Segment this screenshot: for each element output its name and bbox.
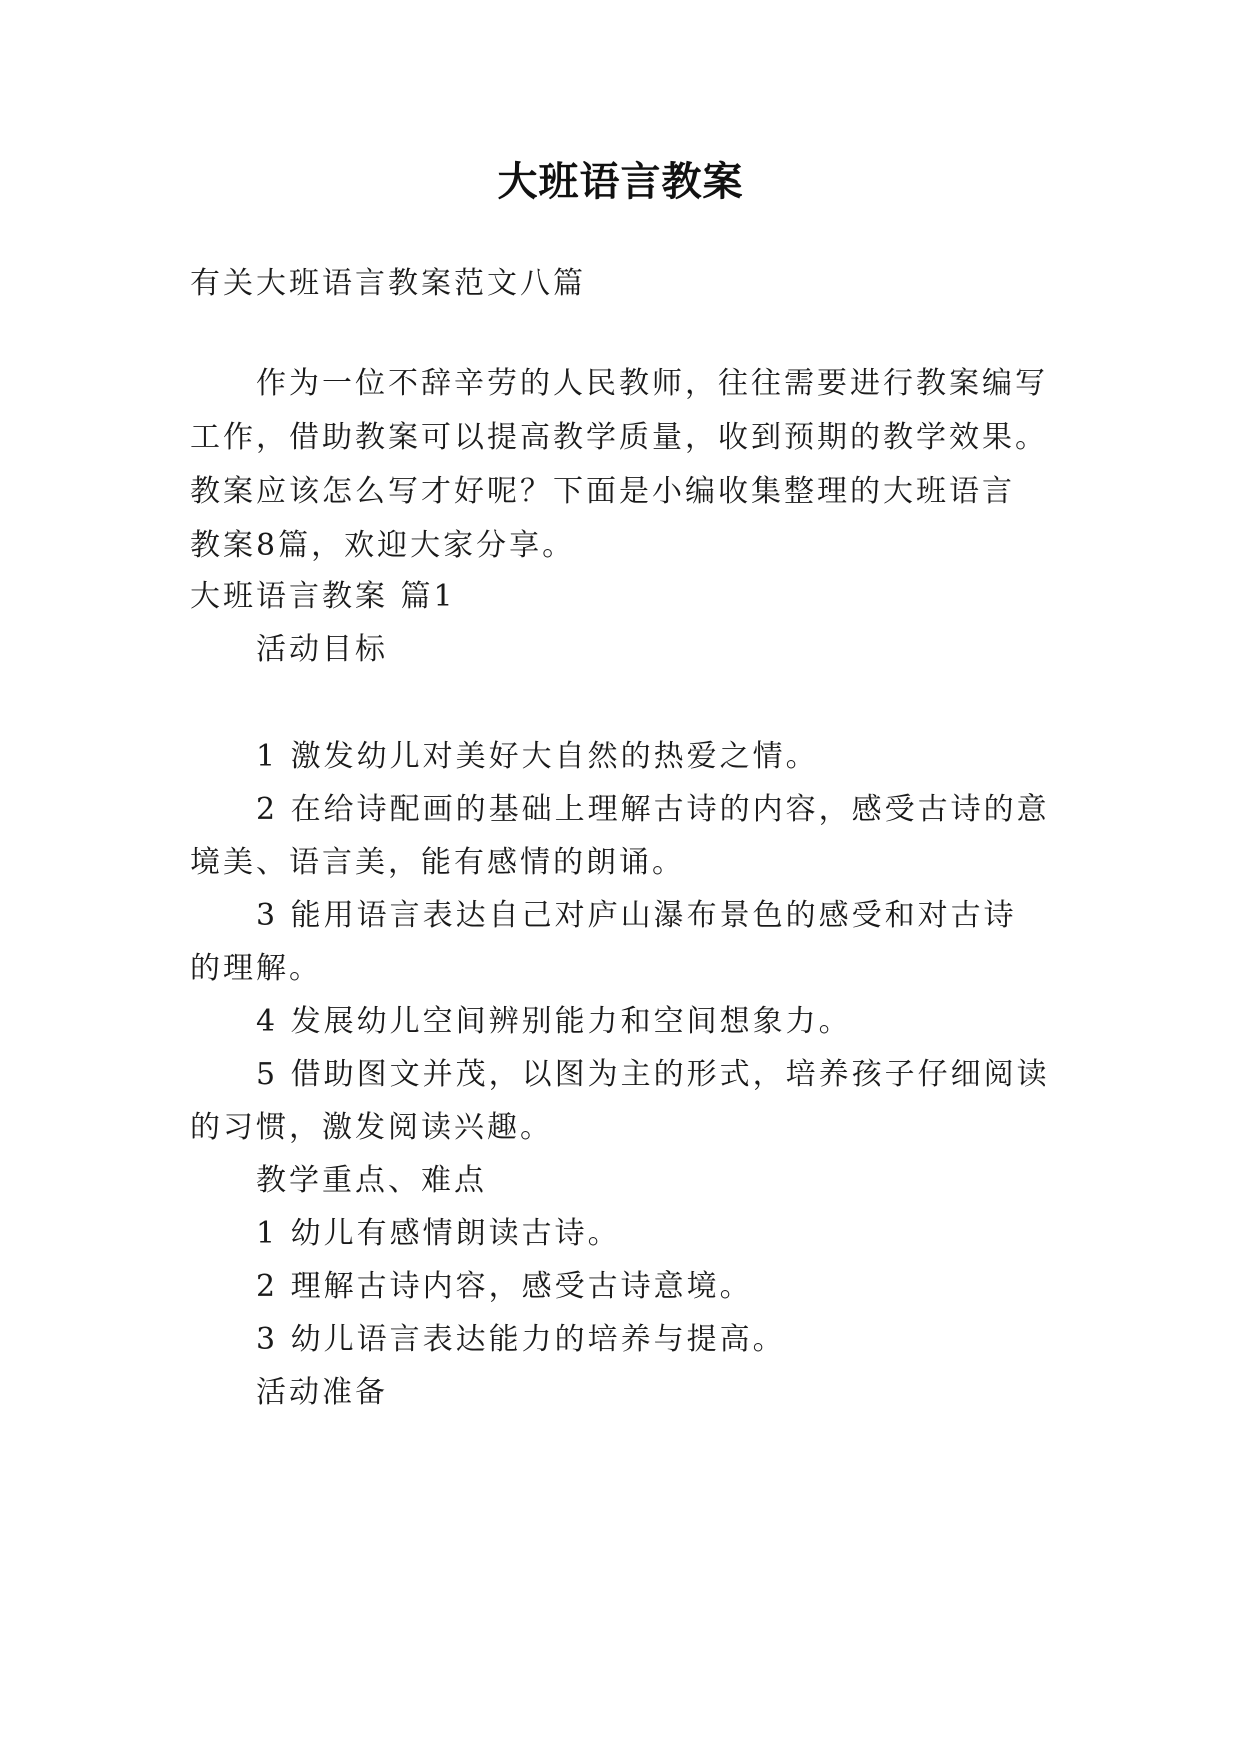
- goal-line: 的理解。: [190, 951, 322, 986]
- key-point-line: 3 幼儿语言表达能力的培养与提高。: [256, 1322, 786, 1357]
- intro-line: 教案应该怎么写才好呢？下面是小编收集整理的大班语言: [190, 474, 1015, 509]
- document-subtitle: 有关大班语言教案范文八篇: [190, 266, 586, 301]
- section-heading: 大班语言教案 篇1: [190, 579, 456, 614]
- key-point-line: 2 理解古诗内容，感受古诗意境。: [256, 1269, 753, 1304]
- goal-line: 5 借助图文并茂，以图为主的形式，培养孩子仔细阅读: [256, 1057, 1050, 1092]
- intro-line: 工作，借助教案可以提高教学质量，收到预期的教学效果。: [190, 420, 1048, 455]
- intro-line: 教案8篇，欢迎大家分享。: [190, 528, 576, 563]
- intro-line: 作为一位不辞辛劳的人民教师，往往需要进行教案编写: [256, 366, 1048, 401]
- goals-heading: 活动目标: [256, 632, 388, 667]
- document-title: 大班语言教案: [497, 159, 744, 205]
- goal-line: 1 激发幼儿对美好大自然的热爱之情。: [256, 739, 819, 774]
- goal-line: 境美、语言美，能有感情的朗诵。: [190, 845, 685, 880]
- goal-line: 4 发展幼儿空间辨别能力和空间想象力。: [256, 1004, 852, 1039]
- goal-line: 的习惯，激发阅读兴趣。: [190, 1110, 553, 1145]
- key-point-line: 1 幼儿有感情朗读古诗。: [256, 1216, 621, 1251]
- key-points-heading: 教学重点、难点: [256, 1163, 487, 1198]
- goal-line: 2 在给诗配画的基础上理解古诗的内容，感受古诗的意: [256, 792, 1050, 827]
- goal-line: 3 能用语言表达自己对庐山瀑布景色的感受和对古诗: [256, 898, 1017, 933]
- prep-heading: 活动准备: [256, 1375, 388, 1410]
